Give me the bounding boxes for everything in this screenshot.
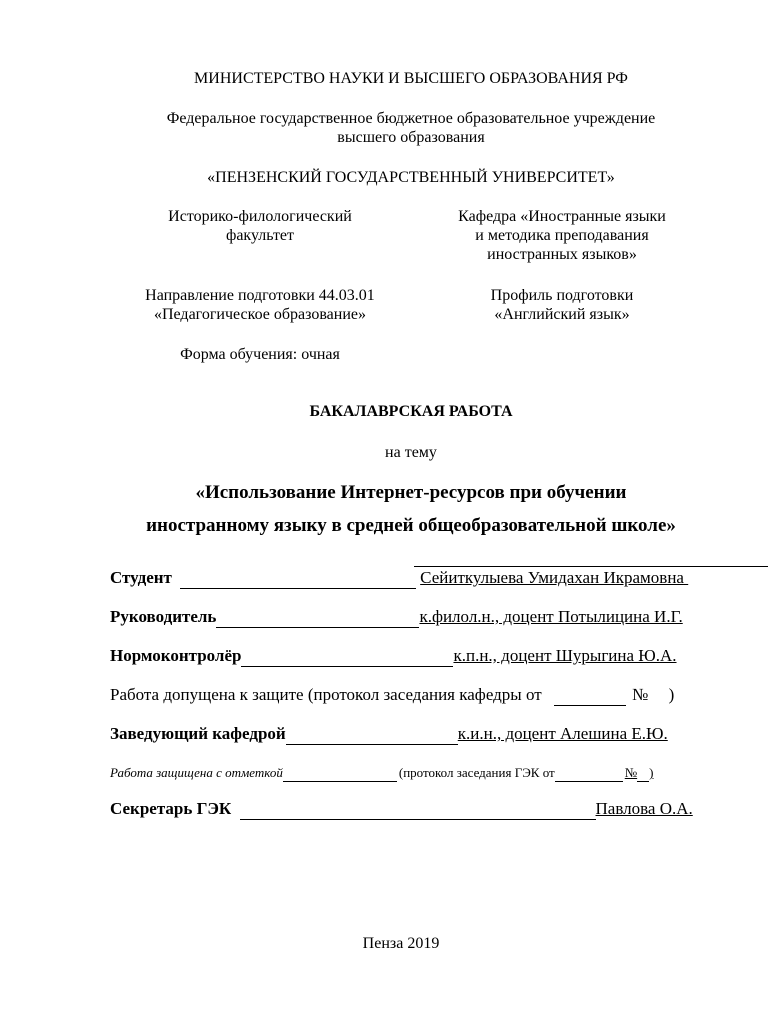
department-line-1: Кафедра «Иностранные языки — [458, 208, 666, 225]
defended-close: ) — [649, 765, 654, 780]
normcontrol-label: Нормоконтролёр — [110, 646, 242, 665]
defended-row — [110, 765, 653, 782]
student-trailing-line — [684, 568, 688, 587]
admitted-close: ) — [668, 685, 675, 704]
profile-line-1: Профиль подготовки — [490, 287, 634, 304]
defended-label: Работа защищена с отметкой — [110, 765, 283, 780]
student-label: Студент — [110, 568, 172, 587]
head-signature-line — [286, 724, 458, 745]
normcontrol-value: к.п.н., доцент Шурыгина Ю.А. — [453, 646, 677, 665]
secretary-value: Павлова О.А. — [595, 799, 693, 818]
secretary-row — [110, 799, 693, 820]
thesis-title-line-1: «Использование Интернет-ресурсов при обучении — [195, 482, 627, 503]
study-form: Форма обучения: очная — [180, 346, 340, 363]
department-block — [420, 207, 704, 264]
institution-line-1: Федеральное государственное бюджетное образовательное учреждение — [166, 110, 656, 127]
thesis-title-line-2: иностранному языку в средней общеобразовательной школе» — [146, 515, 676, 536]
supervisor-value: к.филол.н., доцент Потылицина И.Г. — [419, 607, 683, 626]
direction-block — [110, 286, 410, 324]
faculty-block — [120, 207, 400, 245]
admitted-number-sign: № — [632, 685, 649, 704]
student-row — [110, 568, 688, 589]
direction-line-2: «Педагогическое образование» — [153, 306, 367, 323]
city-year: Пенза 2019 — [362, 935, 440, 952]
supervisor-signature-line — [216, 607, 419, 628]
defended-date-line — [555, 765, 623, 782]
faculty-line-2: факультет — [225, 227, 295, 244]
secretary-signature-line — [240, 799, 596, 820]
head-value: к.и.н., доцент Алешина Е.Ю. — [457, 724, 668, 743]
student-value: Сейиткулыева Умидахан Икрамовна — [420, 568, 684, 587]
student-signature-line — [180, 568, 416, 589]
secretary-label: Секретарь ГЭК — [110, 799, 232, 818]
profile-block — [440, 286, 684, 324]
ministry-heading: МИНИСТЕРСТВО НАУКИ И ВЫСШЕГО ОБРАЗОВАНИЯ РФ — [194, 70, 628, 87]
admitted-text: Работа допущена к защите (протокол заседания кафедры от — [110, 685, 542, 704]
university-name: «ПЕНЗЕНСКИЙ ГОСУДАРСТВЕННЫЙ УНИВЕРСИТЕТ» — [207, 169, 615, 186]
department-line-3: иностранных языков» — [487, 246, 637, 263]
normcontrol-signature-line — [241, 646, 453, 667]
institution-line-2: высшего образования — [337, 129, 485, 146]
department-line-2: и методика преподавания — [475, 227, 649, 244]
head-label: Заведующий кафедрой — [110, 724, 286, 743]
admitted-date-line — [554, 685, 626, 706]
defended-number-sign: № — [624, 765, 638, 780]
normcontrol-row — [110, 646, 677, 667]
topic-label: на тему — [385, 444, 437, 461]
direction-line-1: Направление подготовки 44.03.01 — [145, 287, 375, 304]
profile-line-2: «Английский язык» — [494, 306, 630, 323]
defended-number-line — [637, 765, 649, 782]
admitted-row — [110, 685, 674, 706]
supervisor-label: Руководитель — [110, 607, 217, 626]
defended-protocol: (протокол заседания ГЭК от — [398, 765, 555, 780]
faculty-line-1: Историко-филологический — [168, 208, 352, 225]
work-type-heading: БАКАЛАВРСКАЯ РАБОТА — [309, 403, 513, 420]
head-row — [110, 724, 668, 745]
signature-top-line — [414, 566, 768, 567]
supervisor-row — [110, 607, 683, 628]
defended-grade-line — [283, 765, 397, 782]
